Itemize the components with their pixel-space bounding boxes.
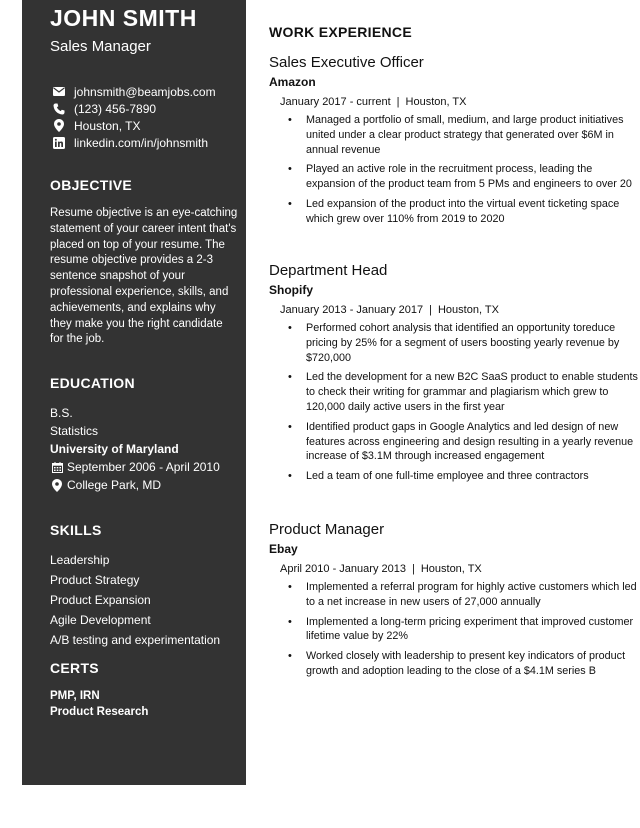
- education-location-text: College Park, MD: [67, 478, 162, 492]
- contact-linkedin[interactable]: [52, 134, 216, 151]
- skill-item: Product Strategy: [50, 573, 140, 587]
- map-pin-icon: [50, 479, 64, 492]
- list-item: • Worked closely with leadership to present key indicators of product growth and adoption leading to the close of a $4.1M series B: [269, 649, 640, 679]
- list-item: • Led a team of one full-time employee and three contractors: [269, 469, 640, 484]
- job-title: Sales Executive Officer: [269, 54, 424, 71]
- job-dates: [280, 302, 640, 318]
- job-company: Ebay: [269, 542, 298, 556]
- objective-text: Resume objective is an eye-catching statement of your career intent that's placed on top of your resume. The resume objective provides a 2-3 sentence snapshot of your professional experience, skills, and achievements, and explains why they make you the right candidate for the job.: [50, 207, 238, 346]
- job-entry: [269, 53, 640, 232]
- contact-info: [52, 83, 216, 151]
- job-date-range: January 2013 - January 2017: [280, 304, 424, 316]
- education-field: Statistics: [50, 424, 99, 438]
- skill-item: Leadership: [50, 553, 110, 567]
- certs-list: [50, 688, 148, 720]
- job-dates: [280, 94, 640, 110]
- education-school: University of Maryland: [50, 442, 179, 456]
- candidate-role: Sales Manager: [50, 38, 151, 55]
- job-entry: [269, 261, 640, 489]
- list-item: • Played an active role in the recruitment process, leading the expansion of the product team from 5 PMs and engineers to over 20: [269, 162, 640, 192]
- calendar-icon: [50, 461, 64, 474]
- linkedin-icon: [52, 136, 66, 149]
- list-item: • Led expansion of the product into the virtual event ticketing space which grew over 110% from 2019 to 2020: [269, 197, 640, 227]
- job-location: Houston, TX: [437, 304, 499, 316]
- sidebar: [22, 0, 246, 785]
- job-title: Product Manager: [269, 521, 385, 538]
- education-dates-text: September 2006 - April 2010: [67, 460, 220, 474]
- job-bullets: [269, 580, 640, 679]
- list-item: • Implemented a long-term pricing experiment that improved customer lifetime value by 22%: [269, 615, 640, 645]
- certs-heading: CERTS: [50, 660, 99, 676]
- candidate-name: JOHN SMITH: [50, 5, 197, 31]
- skill-item: A/B testing and experimentation: [50, 633, 221, 647]
- job-company: Shopify: [269, 283, 313, 297]
- education-location: [50, 476, 220, 494]
- contact-linkedin-text: linkedin.com/in/johnsmith: [74, 135, 209, 150]
- separator: |: [396, 96, 400, 108]
- list-item: • Identified product gaps in Google Analytics and led design of new features across engineering and design resulting in a yearly revenue increase of $3.1M through increased engagement: [269, 420, 640, 464]
- work-experience-heading: WORK EXPERIENCE: [269, 24, 412, 40]
- envelope-icon: [52, 85, 66, 98]
- skill-item: Agile Development: [50, 613, 151, 627]
- job-date-range: January 2017 - current: [280, 96, 391, 108]
- contact-email-text: johnsmith@beamjobs.com: [74, 84, 216, 99]
- education-heading: EDUCATION: [50, 375, 135, 391]
- map-pin-icon: [52, 119, 66, 132]
- education-dates: [50, 458, 220, 476]
- contact-location-text: Houston, TX: [74, 118, 141, 133]
- cert-item: Product Research: [50, 706, 149, 718]
- skill-item: Product Expansion: [50, 593, 151, 607]
- job-entry: [269, 520, 640, 684]
- list-item: • Performed cohort analysis that identified an opportunity toreduce pricing by 25% for a segment of users boosting yearly revenue by $720,000: [269, 321, 640, 365]
- job-location: Houston, TX: [420, 563, 482, 575]
- separator: |: [411, 563, 415, 575]
- job-date-range: April 2010 - January 2013: [280, 563, 406, 575]
- job-dates: [280, 561, 640, 577]
- list-item: • Implemented a referral program for highly active customers which led to a net increase in new users of 27,000 annually: [269, 580, 640, 610]
- job-company: Amazon: [269, 75, 316, 89]
- job-bullets: [269, 113, 640, 227]
- job-title: Department Head: [269, 262, 388, 279]
- education-block: [50, 404, 220, 494]
- skills-heading: SKILLS: [50, 522, 102, 538]
- job-bullets: [269, 321, 640, 484]
- contact-phone[interactable]: [52, 100, 216, 117]
- job-location: Houston, TX: [405, 96, 467, 108]
- separator: |: [429, 304, 432, 316]
- cert-item: PMP, IRN: [50, 690, 100, 702]
- contact-phone-text: (123) 456-7890: [74, 101, 157, 116]
- contact-email[interactable]: [52, 83, 216, 100]
- education-degree: B.S.: [50, 406, 73, 420]
- objective-heading: OBJECTIVE: [50, 177, 133, 193]
- contact-location: [52, 117, 216, 134]
- phone-icon: [52, 102, 66, 115]
- skills-list: [50, 550, 220, 650]
- list-item: • Managed a portfolio of small, medium, and large product initiatives united under a clear product strategy that generated over $6M in annual revenue: [269, 113, 640, 157]
- list-item: • Led the development for a new B2C SaaS product to enable students to check their writing for grammar and plagiarism which grew to 120,000 daily active users in the first year: [269, 370, 640, 414]
